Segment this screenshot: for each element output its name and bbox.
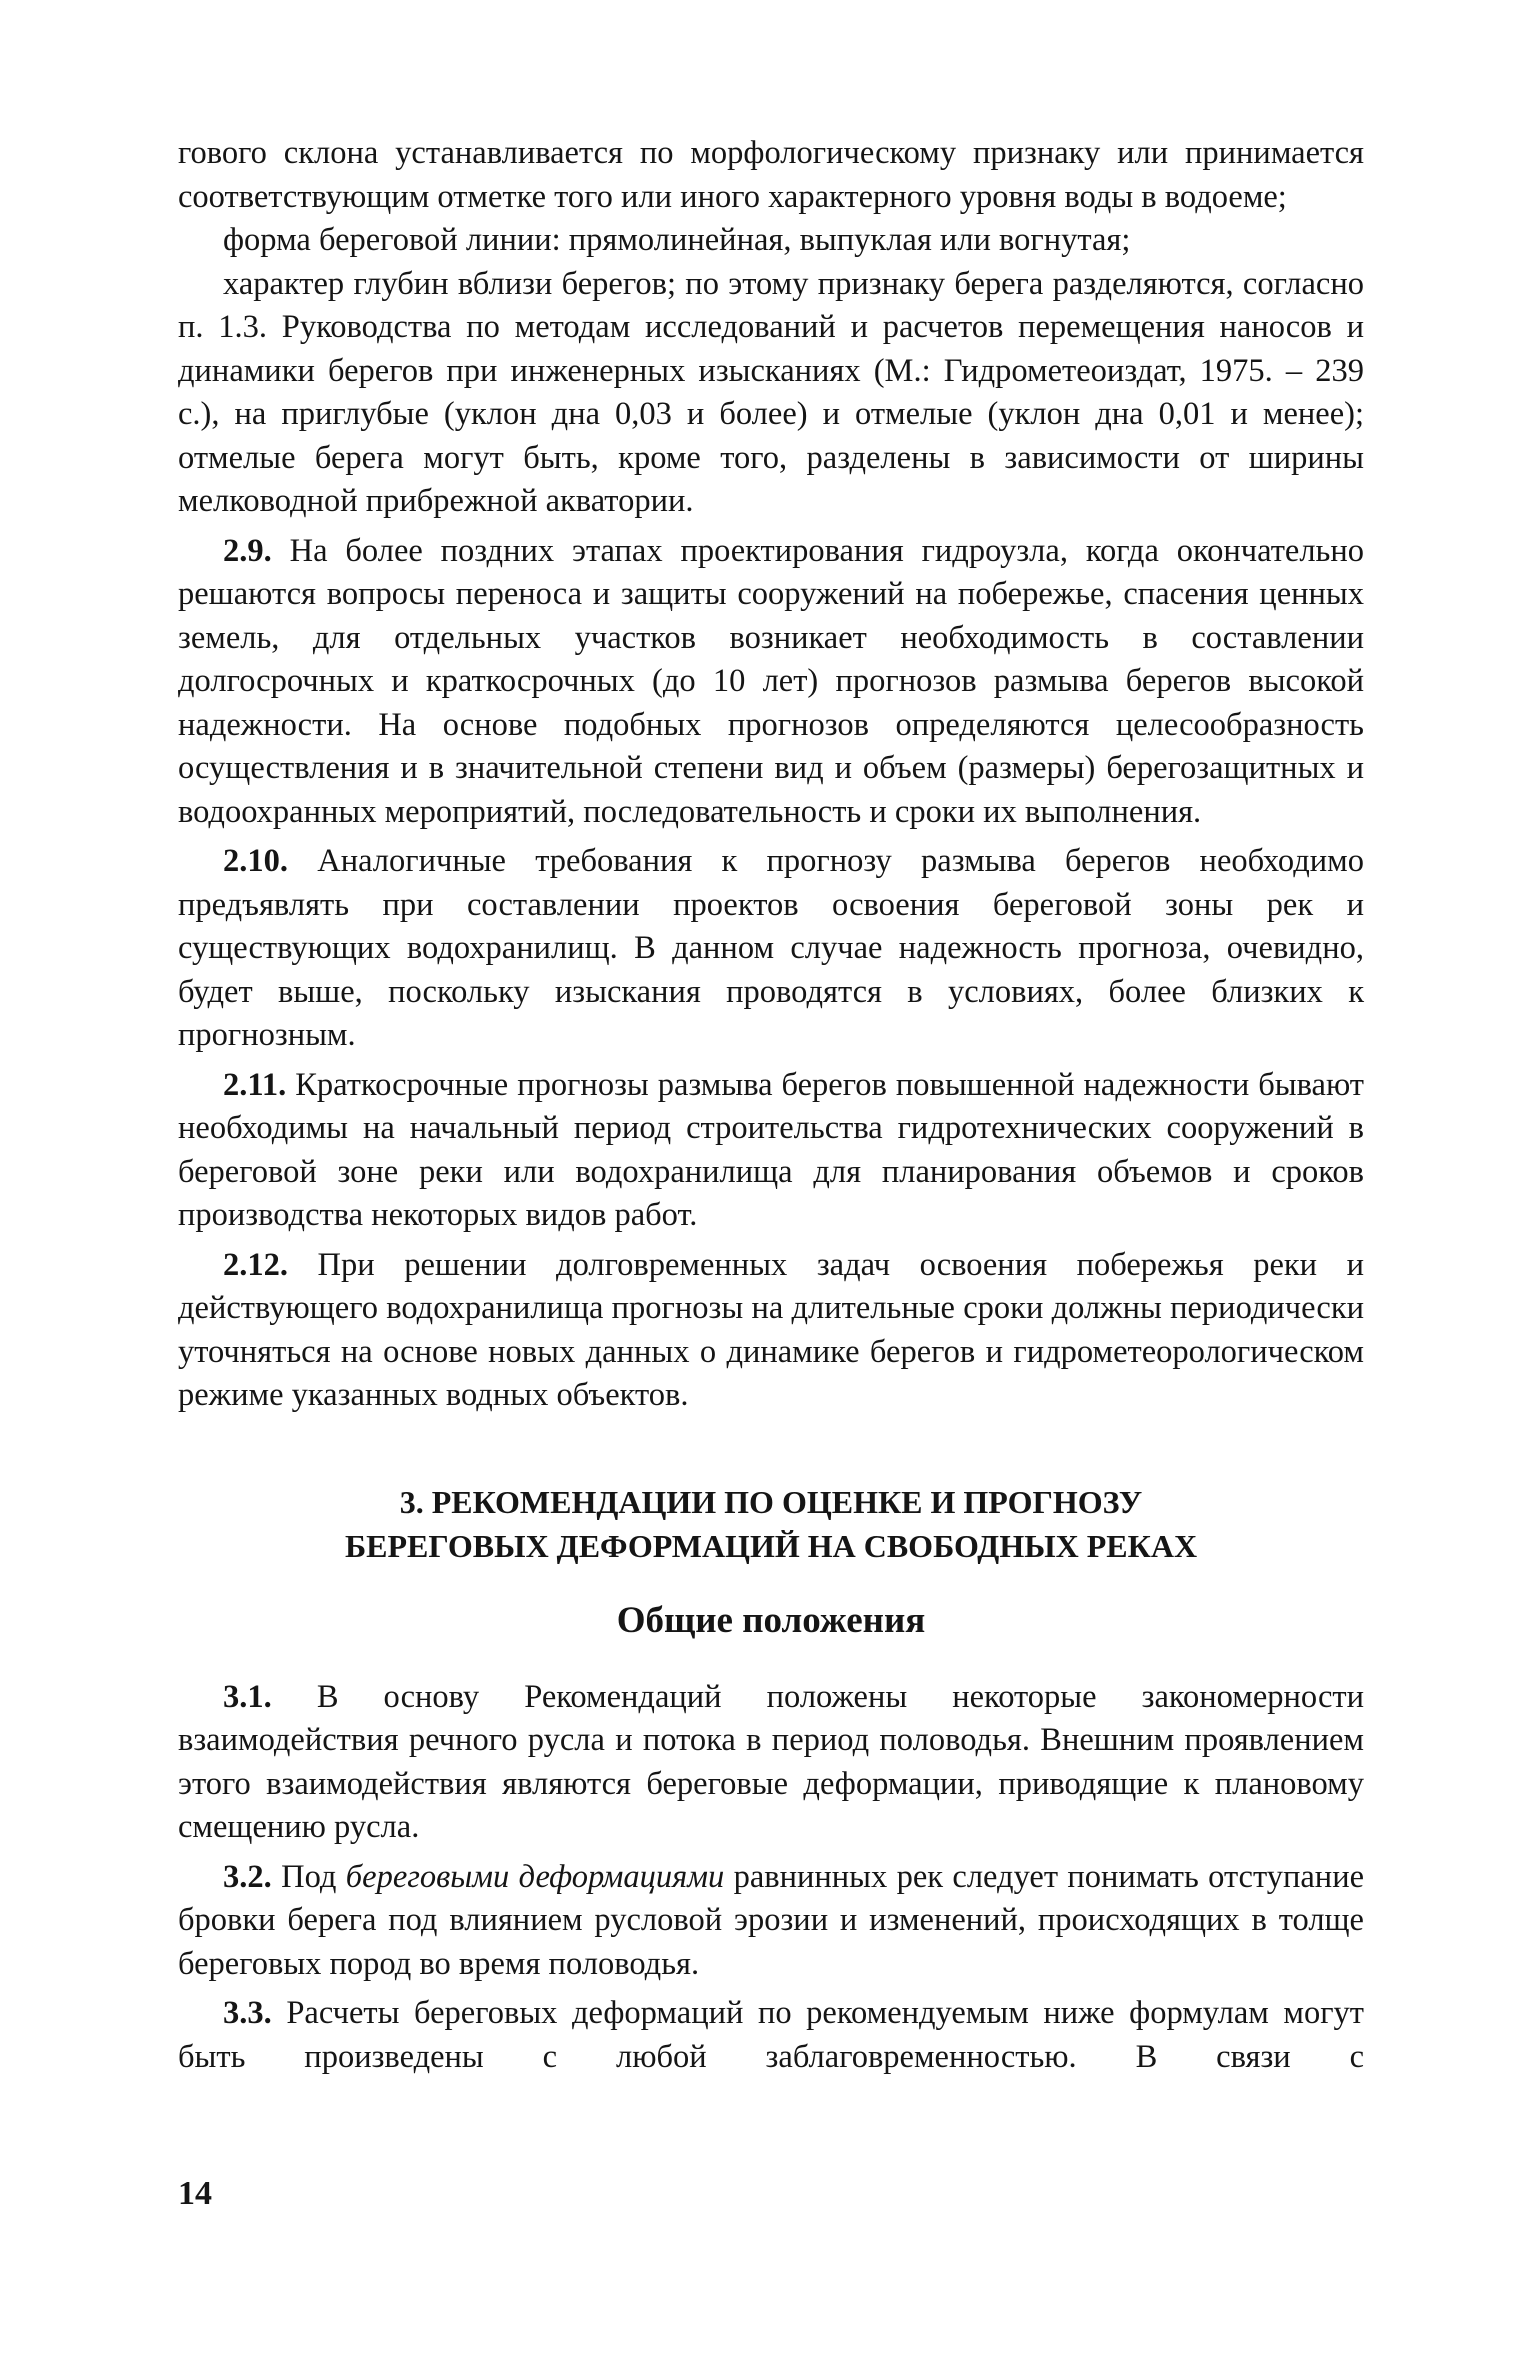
paragraph-text-post: равнинных рек следует понимать отступание бровки берега под влиянием русловой эрозии и изменений, происходящих в толще береговых пород во время половодья. <box>178 1858 1365 1982</box>
clause-number: 2.12. <box>223 1246 288 1283</box>
paragraph-text: При решении долговременных задач освоения побережья реки и действующего водохранилища прогнозы на длительные сроки должны периодически уточняться на основе новых данных о динамике берегов и гидрометеорологическом режиме указанных водных объектов. <box>178 1246 1364 1413</box>
paragraph-3-3 <box>178 1992 1364 2079</box>
clause-number: 2.10. <box>223 843 288 879</box>
paragraph-text: Расчеты береговых деформаций по рекомендуемым ниже формулам могут быть произведены с любой заблаговременностью. В связи с <box>178 1995 1365 2075</box>
document-page <box>178 132 1364 2079</box>
paragraph-2-9 <box>178 530 1364 835</box>
page-number: 14 <box>178 2175 212 2212</box>
section-heading-line-2: БЕРЕГОВЫХ ДЕФОРМАЦИЙ НА СВОБОДНЫХ РЕКАХ <box>344 1527 1198 1564</box>
paragraph-3-1 <box>178 1676 1364 1850</box>
section-heading-line-1: 3. РЕКОМЕНДАЦИИ ПО ОЦЕНКЕ И ПРОГНОЗУ <box>399 1483 1143 1520</box>
paragraph-text: В основу Рекомендаций положены некоторые закономерности взаимодействия речного русла и потока в период половодья. Внешним проявлением этого взаимодействия являются береговые деформации, приводящие к плановому смещению русла. <box>178 1678 1364 1845</box>
paragraph-continued: гового склона устанавливается по морфологическому признаку или принимается соответствующим отметке того или иного характерного уровня воды в водоеме; <box>178 135 1364 215</box>
paragraph-text-pre: Под <box>281 1858 337 1895</box>
clause-number: 3.3. <box>223 1995 272 2031</box>
paragraph-2-12 <box>178 1244 1364 1418</box>
clause-number: 2.11. <box>223 1066 287 1103</box>
paragraph-text: На более поздних этапах проектирования гидроузла, когда окончательно решаются вопросы переноса и защиты сооружений на побережье, спасения ценных земель, для отдельных участков возникает необходимость в составлении долгосрочных и краткосрочных (до 10 лет) прогнозов размыва берегов высокой надежности. На основе подобных прогнозов определяются целесообразность осуществления и в значительной степени вид и объем (размеры) берегозащитных и водоохранных мероприятий, последовательность и сроки их выполнения. <box>178 532 1365 830</box>
clause-number: 3.1. <box>223 1678 272 1715</box>
paragraph-3-2 <box>178 1856 1364 1987</box>
clause-number: 2.9. <box>223 532 272 569</box>
paragraph-depth-character: характер глубин вблизи берегов; по этому признаку берега разделяются, согласно п. 1.3. Руководства по методам исследований и расчетов перемещения наносов и динамики берегов при инженерных изысканиях (М.: Гидрометеоиздат, 1975. – 239 с.), на приглубые (уклон дна 0,03 и более) и отмелые (уклон дна 0,01 и менее); отмелые берега могут быть, кроме того, разделены в зависимости от ширины мелководной прибрежной акватории. <box>178 265 1364 519</box>
clause-number: 3.2. <box>223 1858 272 1895</box>
paragraph-text: Краткосрочные прогнозы размыва берегов повышенной надежности бывают необходимы на начальный период строительства гидротехнических сооружений в береговой зоне реки или водохранилища для планирования объемов и сроков производства некоторых видов работ. <box>178 1066 1364 1233</box>
paragraph-2-11 <box>178 1064 1364 1238</box>
paragraph-text: Аналогичные требования к прогнозу размыва берегов необходимо предъявлять при составлении проектов освоения береговой зоны рек и существующих водохранилищ. В данном случае надежность прогноза, очевидно, будет выше, поскольку изыскания проводятся в условиях, более близких к прогнозным. <box>178 843 1364 1053</box>
paragraph-shoreline-shape: форма береговой линии: прямолинейная, выпуклая или вогнутая; <box>223 222 1131 258</box>
section-heading <box>178 1480 1364 1568</box>
paragraph-2-10 <box>178 840 1364 1058</box>
defined-term: береговыми деформациями <box>345 1858 725 1895</box>
subsection-heading: Общие положения <box>616 1599 926 1641</box>
